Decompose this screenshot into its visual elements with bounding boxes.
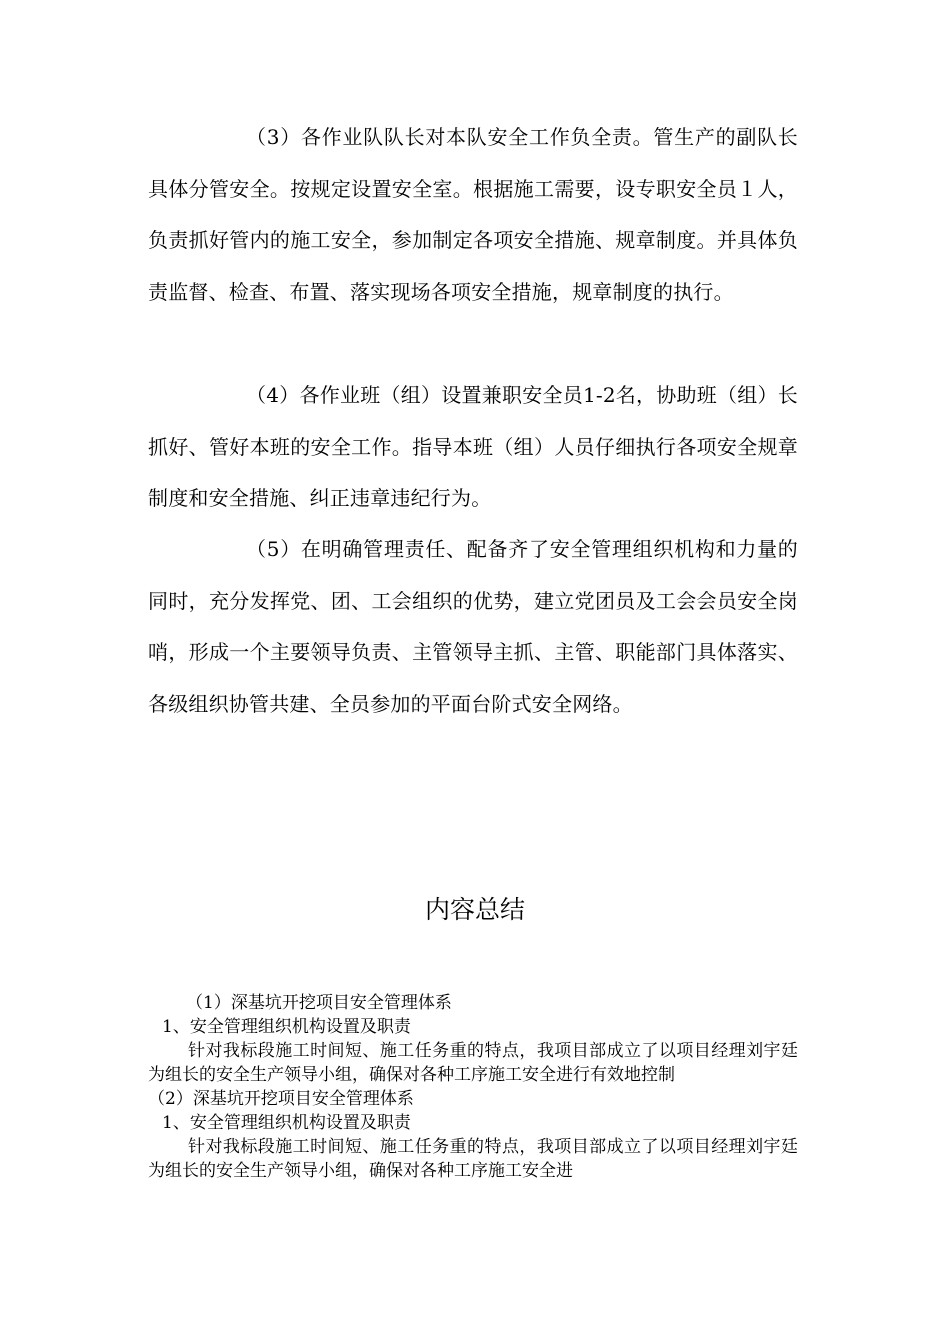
summary-body-2: 针对我标段施工时间短、施工任务重的特点，我项目部成立了以项目经理刘宇廷为组长的安全生产领导小组，确保对各种工序施工安全进 bbox=[148, 1137, 798, 1181]
summary-subheading-2: 1、安全管理组织机构设置及职责 bbox=[162, 1113, 411, 1133]
paragraph-4: （4）各作业班（组）设置兼职安全员1-2名，协助班（组）长抓好、管好本班的安全工作。指导本班（组）人员仔细执行各项安全规章制度和安全措施、纠正违章违纪行为。 bbox=[148, 383, 798, 510]
summary-section bbox=[148, 991, 798, 1183]
summary-body-1: 针对我标段施工时间短、施工任务重的特点，我项目部成立了以项目经理刘宇廷为组长的安全生产领导小组，确保对各种工序施工安全进行有效地控制 bbox=[148, 1041, 798, 1085]
summary-title: 内容总结 bbox=[424, 895, 525, 924]
paragraph-5: （5）在明确管理责任、配备齐了安全管理组织机构和力量的同时，充分发挥党、团、工会组织的优势，建立党团员及工会会员安全岗哨，形成一个主要领导负责、主管领导主抓、主管、职能部门具体落实、各级组织协管共建、全员参加的平面台阶式安全网络。 bbox=[148, 537, 798, 716]
summary-heading-2: （2）深基坑开挖项目安全管理体系 bbox=[148, 1089, 414, 1109]
summary-heading-1: （1）深基坑开挖项目安全管理体系 bbox=[186, 993, 452, 1013]
paragraph-3: （3）各作业队队长对本队安全工作负全责。管生产的副队长具体分管安全。按规定设置安全室。根据施工需要，设专职安全员１人，负责抓好管内的施工安全，参加制定各项安全措施、规章制度。并具体负责监督、检查、布置、落实现场各项安全措施，规章制度的执行。 bbox=[148, 125, 798, 304]
summary-subheading-1: 1、安全管理组织机构设置及职责 bbox=[162, 1017, 411, 1037]
